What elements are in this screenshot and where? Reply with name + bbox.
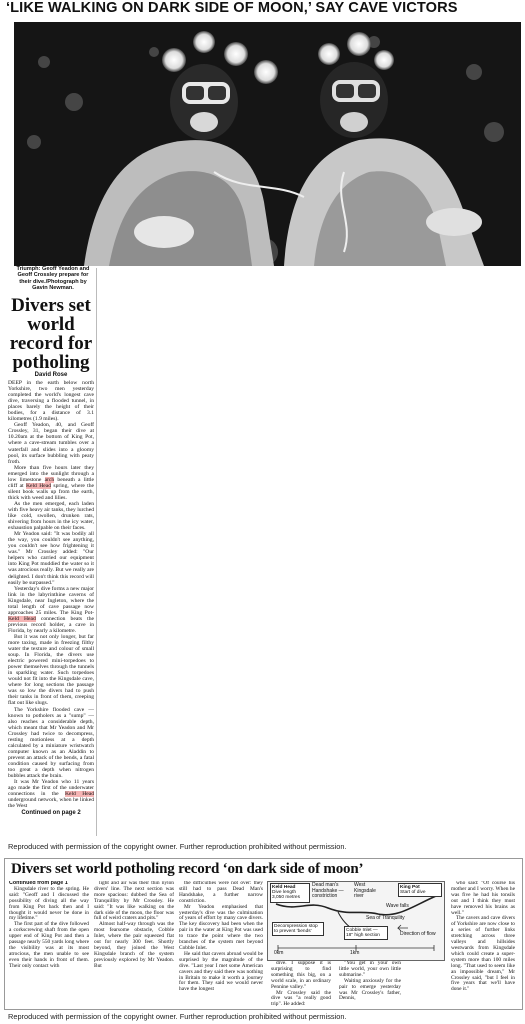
column-rule [96,268,97,836]
continuation-paragraph: "You get in your own little world, your own little submarine." [339,961,401,978]
continuation-paragraph: Kingsdale river to the spring. He said: "Geoff and I discussed the possibility of diving all the way from King Pot back then and I thought it would never be done in my lifetime." [9,885,89,922]
map-keld-head: Keld Head [272,885,296,890]
map-label-king-pot [398,883,442,897]
photo-caption: Triumph: Geoff Yeadon and Geoff Crossley prepare for their dive./Photograph by Gavin Newman. [16,266,90,292]
main-headline: ‘LIKE WALKING ON DARK SIDE OF MOON,’ SAY CAVE VICTORS [6,0,458,16]
continuation-column-4 [271,961,331,1007]
continuation-column-5 [339,961,401,1007]
highlight: Keld Head [8,615,36,622]
story-paragraph: Mr Yeadon said: "It was bodily all the way, you couldn't see anything, you couldn't see how frightening it was." Mr Crossley added: "Our helpers who carried our equipment into King Pot muddied the water so it was atrocious really. But we really are delighted. I don't think this record will easily be surpassed." [8,531,94,586]
map-label-west-kingsdale: West Kingsdale river [354,882,376,899]
byline: David Rose [34,372,68,378]
continuation-columns [9,881,517,1007]
story-paragraph: DEEP in the earth below north Yorkshire, two men yesterday completed the world's longest cave dive, traversing a flooded tunnel, in places barely the height of their bodies, for a distance of 3.1 kilometres (1.9 miles). [8,380,94,423]
continuation-paragraph: Waiting anxiously for the pair to emerge yesterday was Mr Crossley's father, Dennis, [339,977,401,1002]
continuation-paragraph: He said that cavers abroad would be surprised by the magnitude of the dive. "Last year I met some American cavers and they said there was nothing in Britain to make it worth a journey for them. They said we would never have the longest [179,950,263,993]
continuation-paragraph: who said: "Of course his mother and I worry. When he was five he had his tonsils out and I think they must have removed his brains as well." [451,881,515,916]
story-paragraph: More than five hours later they emerged into the sunlight through a low limestone arch beneath a little cliff at Keld Head spring, where the silent book walls up from the earth, thick with weed and lilies. [8,464,94,501]
reproduction-notice-2: Reproduced with permission of the copyright owner. Further reproduction prohibited without permission. [8,1012,347,1021]
highlight: Keld Head [64,791,94,798]
story-title: Divers set world record for potholing [9,295,93,373]
map-label-direction: Direction of flow [400,931,436,937]
continuation-column-3 [179,881,263,1007]
cave-map [267,881,445,961]
photo-graphic [14,22,521,266]
continuation-paragraph: light and air was their thin nylon divers' line. The next section was more spacious: dubbed the Sea of Tranquillity by Mr Crossley. He said: "It was like walking on the dark side of the moon, the floor was full of weird craters and pits." [94,881,174,922]
continuation-paragraph: Mr Yeadon emphasised that yesterday's dive was the culmination of years of effort by many cave divers. The key discovery had been when the pair in the water at King Pot was used to trace the point where the two branches of the system met beyond Cobble Inlet. [179,903,263,951]
continuation-clipping [4,858,523,1010]
continuation-paragraph: Mr Crossley said the dive was "a really good trip". He added: [271,989,331,1007]
continuation-paragraph: The cavers and cave divers of Yorkshire are now close to a series of further links stretching across three valleys and hillsides westwards from Kingsdale which could create a super-system more than 100 miles long. "That used to seem like an impossible dream," Mr Crossley said, "but I feel in five years that we'll have done it." [451,915,515,993]
story-body [8,380,94,832]
continuation-headline: Divers set world potholing record ‘on dark side of moon’ [11,861,364,877]
map-king-pot: King Pot [400,885,420,890]
continued-from-note: Continued from page 1 [9,881,68,886]
story-paragraph: Geoff Yeadon, 40, and Geoff Crossley, 31, began their dive at 10.20am at the bottom of King Pot, where a cave-stream tumbles over a waterfall and slides into a gloomy pool, its surface bubbling with peaty froth. [8,422,94,465]
continuation-paragraph: dive. I suppose it is surprising to find something this big, on a world scale, in an ordinary Pennine valley." [271,961,331,990]
cave-divers-photo [14,22,521,266]
map-label-cobble-inlet: Cobble Inlet — 18" high section [344,926,388,940]
continuation-paragraph: The first part of the dive followed a corkscrewing shaft from the open upper end of King Pot and then a passage nearly 550 yards long where the visibility was at its most atrocious, the men unable to see even their hands in front of them. Their only contact with [9,921,89,969]
highlight: Keld Head [25,482,52,489]
map-label-wave-falls: Wave falls [386,903,409,909]
reproduction-notice: Reproduced with permission of the copyright owner. Further reproduction prohibited without permission. [8,842,347,851]
continued-note: Continued on page 2 [21,810,81,817]
continuation-paragraph: the difficulties were not over: they still had to pass Dead Man's Handshake, a further narrow constriction. [179,881,263,904]
map-label-decompression: Decompression stop to prevent 'bends' [272,922,324,936]
highlight: arch [44,476,55,483]
map-start-of-dive: Start of dive [400,890,426,896]
map-dive-length: Dive length 3,050 metres [272,890,300,901]
map-label-keld-head [270,883,310,903]
story-paragraph: But it was not only longer, but far more taxing, made in freezing filthy water the texture and colour of small soup. In Florida, the divers use electric powered mini-torpedoes to power themselves through the tunnels in sparkling water. Such torpedoes would not fit into the Kingsdale cave, where for long sections the passage was so low the divers had to push their tanks in front of them, creeping flat out like slugs. [8,633,94,707]
continuation-column-2 [94,881,174,1007]
continuation-column-1 [9,881,89,1007]
story-paragraph: It was Mr Yeadon who 11 years ago made the first of the underwater connections in the Keld Head underground network, when he linked the West [8,779,94,810]
story-paragraph: As the men emerged, each laden with five heavy air tanks, they lurched like cold, swollen, drunken rats, shivering from hours in the icy water, exhaustion palpable on their faces. [8,500,94,532]
map-label-dead-mans: Dead man's Handshake — constriction [312,882,344,899]
continuation-paragraph: Almost half-way through was the most fearsome obstacle, Cobble Inlet, where the pair squeezed flat out for nearly 300 feet. Shortly beyond, they joined the West Kingsdale branch of the system previously explored by Mr Yeadon. But [94,921,174,969]
map-scale-end: 1km [350,950,360,956]
map-label-sea: Sea of Tranquility [366,915,405,921]
story-paragraph: The Yorkshire flooded cave — known to potholers as a "sump" — also reaches a considerable depth, which meant that Mr Yeadon and Mr Crossley had twice to decompress, resting motionless at a depth calculated by a miniature wristwatch computer known as an Aladdin to prevent an attack of the bends, a fatal condition caused by surfacing from too great a depth when nitrogen bubbles attack the brain. [8,706,94,780]
continuation-column-6 [451,881,515,1007]
map-scale-start: 0km [274,950,284,956]
story-paragraph: Yesterday's dive forms a new major link in the labyrinthine caverns of Kingsdale, near Ingleton, where the total length of cave passage now approaches 25 miles. The King Pot-Keld Head connection beats the previous record holder, a cave in Florida, by nearly a kilometre. [8,585,94,634]
